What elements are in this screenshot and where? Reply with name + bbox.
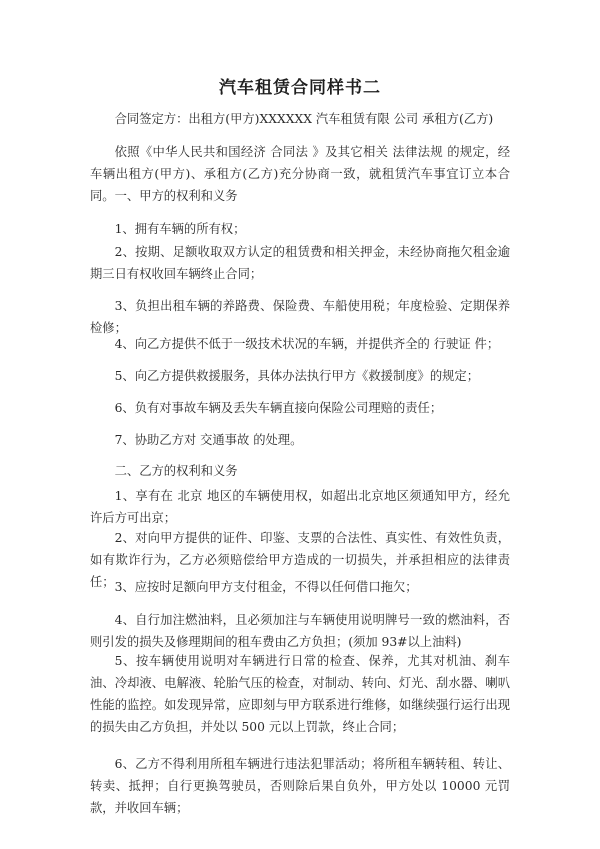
party-b-item-5: 5、按车辆使用说明对车辆进行日常的检查、保养，尤其对机油、刹车油、冷却液、电解液、轮胎气压的检查，对制动、转向、灯光、刮水器、喇叭性能的监控。如发现异常，应即刻与甲方联系进行维修，如继续强行运行出现的损失由乙方负担，并处以 500 元以上罚款，终止合同； xyxy=(90,654,510,734)
party-a-item-2: 2、按期、足额收取双方认定的租赁费和相关押金，未经协商拖欠租金逾期三日有权收回车辆终止合同； xyxy=(90,245,510,281)
party-a-item-4: 4、向乙方提供不低于一级技术状况的车辆，并提供齐全的 行驶证 件； xyxy=(114,337,500,351)
party-a-item-5: 5、向乙方提供救援服务，具体办法执行甲方《救援制度》的规定； xyxy=(114,369,480,383)
party-a-item-7: 7、协助乙方对 交通事故 的处理。 xyxy=(114,433,303,447)
party-b-item-4: 4、自行加注燃油料，且必须加注与车辆使用说明牌号一致的燃油料，否则引发的损失及修理期间的租车费由乙方负担；(须加 93#以上油料) xyxy=(90,613,510,649)
contract-parties: 合同签定方：出租方(甲方)XXXXXX 汽车租赁有限 公司 承租方(乙方) xyxy=(114,112,494,126)
party-b-item-6: 6、乙方不得利用所租车辆进行违法犯罪活动；将所租车辆转租、转让、转卖、抵押；自行更换驾驶员，否则除后果自负外，甲方处以 10000 元罚款，并收回车辆； xyxy=(90,757,510,815)
party-b-item-1: 1、享有在 北京 地区的车辆使用权，如超出北京地区须通知甲方，经允许后方可出京； xyxy=(90,489,510,525)
intro-paragraph: 依照《中华人民共和国经济 合同法 》及其它相关 法律法规 的规定，经车辆出租方(甲方)、承租方(乙方)充分协商一致，就租赁汽车事宜订立本合同。 xyxy=(90,145,510,203)
section-b-heading: 二、乙方的权利和义务 xyxy=(114,464,238,478)
party-b-item-3: 3、应按时足额向甲方支付租金，不得以任何借口拖欠； xyxy=(114,580,418,594)
party-a-item-6: 6、负有对事故车辆及丢失车辆直接向保险公司理赔的责任； xyxy=(114,401,443,415)
party-a-item-1: 1、拥有车辆的所有权； xyxy=(114,222,246,236)
party-b-item-2: 2、对向甲方提供的证件、印鉴、支票的合法性、真实性、有效性负责，如有欺诈行为，乙方必须赔偿给甲方造成的一切损失，并承担相应的法律责任； xyxy=(90,531,510,589)
section-a-heading: 一、甲方的权利和义务 xyxy=(114,189,238,203)
party-a-item-3: 3、负担出租车辆的养路费、保险费、车船使用税；年度检验、定期保养检修； xyxy=(90,299,510,335)
document-title: 汽车租赁合同样书二 xyxy=(219,78,381,98)
